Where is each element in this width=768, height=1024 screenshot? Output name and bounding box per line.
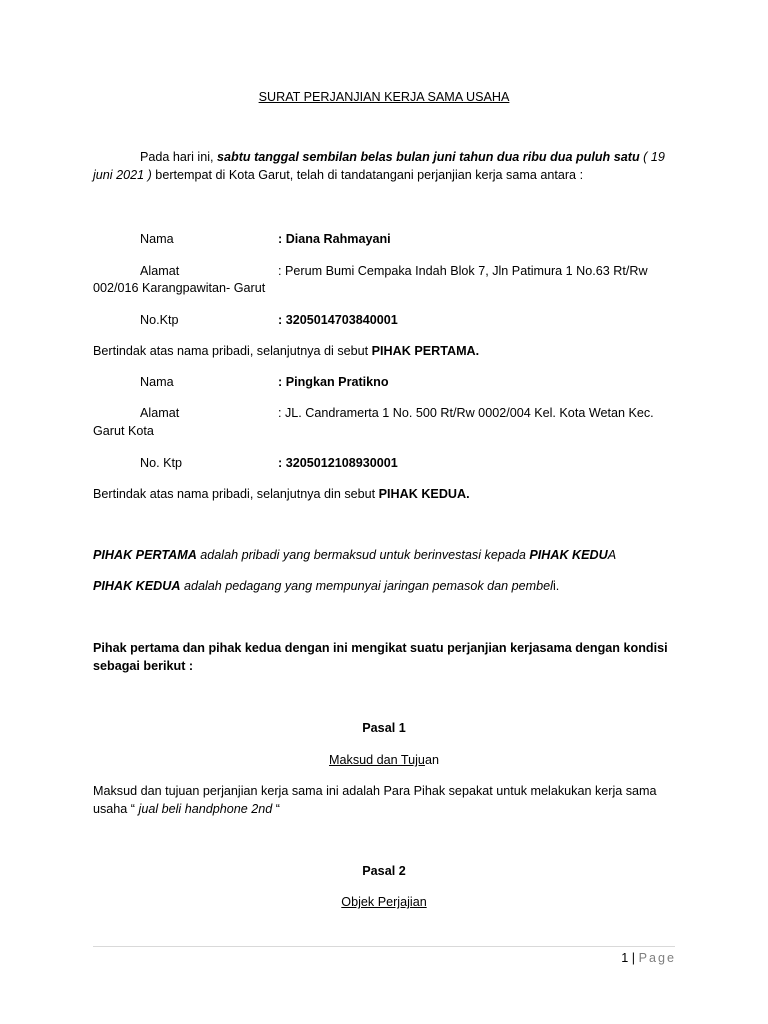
pasal2-subtitle: Objek Perjajian bbox=[341, 895, 427, 909]
pasal1-subtitle-rest: an bbox=[424, 753, 439, 767]
party1-statement bbox=[93, 342, 479, 360]
role1-end: A bbox=[607, 548, 617, 562]
page-word: Page bbox=[638, 951, 676, 965]
intro-date-numeric: ( 19 juni 2021 ) bbox=[93, 150, 665, 182]
role1-text: adalah pribadi yang bermaksud untuk berinvestasi kepada bbox=[196, 548, 530, 562]
party2-name-value: : Pingkan Pratikno bbox=[278, 375, 389, 389]
intro-rest: bertempat di Kota Garut, telah di tandatangani perjanjian kerja sama antara : bbox=[151, 168, 584, 182]
pasal1-heading: Pasal 1 bbox=[362, 721, 406, 735]
party1-name-label: Nama bbox=[140, 232, 174, 246]
role1-bold: PIHAK PERTAMA bbox=[93, 548, 197, 562]
party1-name-value: : Diana Rahmayani bbox=[278, 232, 391, 246]
pasal1-subtitle bbox=[0, 751, 768, 769]
pasal1-body-italic: jual beli handphone 2nd bbox=[138, 802, 273, 816]
party1-address-line1: : Perum Bumi Cempaka Indah Blok 7, Jln Patimura 1 No.63 Rt/Rw bbox=[278, 264, 648, 278]
role-pihak-kedua bbox=[93, 577, 559, 595]
role1-bold2: PIHAK KEDU bbox=[529, 548, 608, 562]
footer-divider bbox=[93, 946, 675, 947]
party1-statement-text: Bertindak atas nama pribadi, selanjutnya di sebut bbox=[93, 344, 372, 358]
intro-paragraph bbox=[93, 148, 673, 184]
party1-address-label: Alamat bbox=[140, 264, 180, 278]
intro-date-words: sabtu tanggal sembilan belas bulan juni tahun dua ribu dua puluh satu bbox=[217, 150, 640, 164]
party2-address-line2: Garut Kota bbox=[93, 424, 154, 438]
role2-text: adalah pedagang yang mempunyai jaringan pemasok dan pembel bbox=[180, 579, 553, 593]
party2-ktp-label: No. Ktp bbox=[140, 456, 182, 470]
document-title: SURAT PERJANJIAN KERJA SAMA USAHA bbox=[258, 90, 510, 104]
party2-name-label: Nama bbox=[140, 375, 174, 389]
pasal2-heading: Pasal 2 bbox=[362, 864, 406, 878]
pasal1-subtitle-underlined: Maksud dan Tuju bbox=[329, 753, 425, 767]
party2-address-label: Alamat bbox=[140, 406, 180, 420]
party2-address-line1: : JL. Candramerta 1 No. 500 Rt/Rw 0002/004 Kel. Kota Wetan Kec. bbox=[278, 406, 654, 420]
page-footer bbox=[621, 949, 676, 967]
page-separator: | bbox=[628, 951, 639, 965]
party1-address-line2: 002/016 Karangpawitan- Garut bbox=[93, 281, 266, 295]
party2-statement bbox=[93, 485, 470, 503]
pasal1-body-end: “ bbox=[272, 802, 280, 816]
pasal1-body-text: Maksud dan tujuan perjanjian kerja sama ini adalah Para Pihak sepakat untuk melakukan kerja sama usaha “ bbox=[93, 784, 657, 816]
pasal1-body bbox=[93, 782, 673, 818]
intro-lead: Pada hari ini, bbox=[140, 150, 218, 164]
agreement-intro: Pihak pertama dan pihak kedua dengan ini mengikat suatu perjanjian kerjasama dengan kondisi sebagai berikut : bbox=[93, 641, 668, 673]
role2-bold: PIHAK KEDUA bbox=[93, 579, 181, 593]
role2-end: i. bbox=[552, 579, 560, 593]
party2-ktp-value: : 3205012108930001 bbox=[278, 456, 398, 470]
page-number: 1 bbox=[621, 951, 629, 965]
party2-role: PIHAK KEDUA. bbox=[378, 487, 470, 501]
party1-role: PIHAK PERTAMA. bbox=[371, 344, 480, 358]
party2-statement-text: Bertindak atas nama pribadi, selanjutnya din sebut bbox=[93, 487, 379, 501]
role-pihak-pertama bbox=[93, 546, 616, 564]
party1-ktp-label: No.Ktp bbox=[140, 313, 179, 327]
party1-ktp-value: : 3205014703840001 bbox=[278, 313, 398, 327]
